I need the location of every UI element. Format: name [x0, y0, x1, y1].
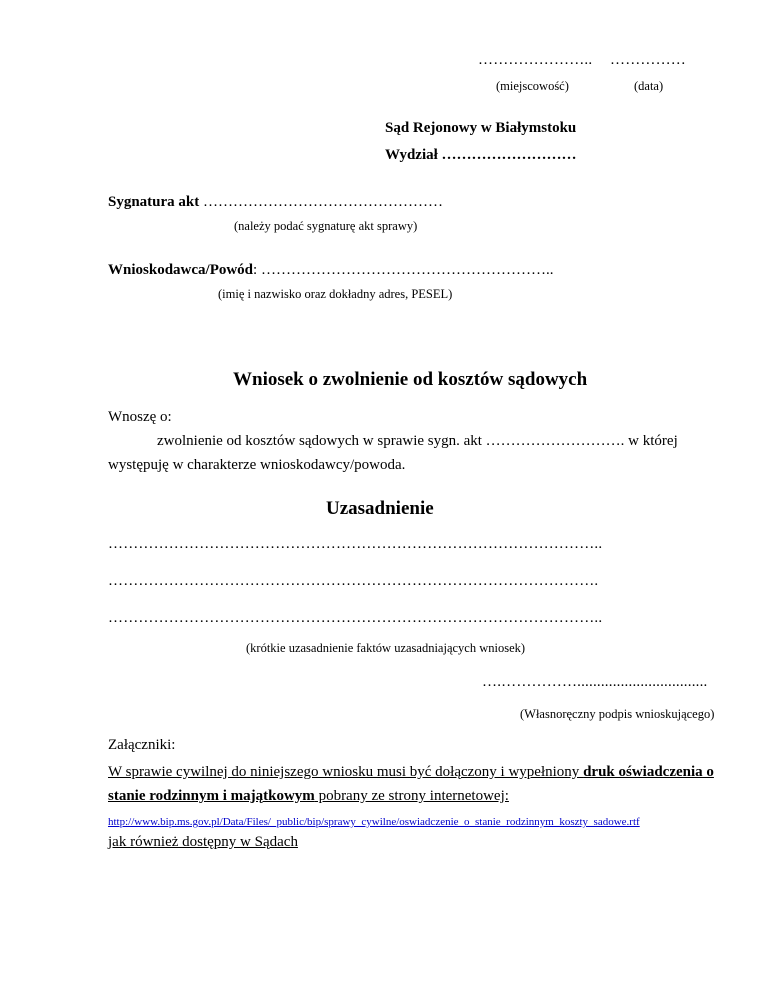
applicant-label: Wnioskodawca/Powód — [108, 262, 254, 278]
date-label: (data) — [634, 79, 664, 93]
justification-line-1: …………………………………………………………………………………….. — [108, 536, 603, 552]
document-title: Wniosek o zwolnienie od kosztów sądowych — [233, 369, 588, 390]
request-intro: Wnoszę o: — [108, 409, 172, 425]
applicant-dots: : ………………………………………………….. — [253, 262, 554, 278]
signature-label: Sygnatura akt — [108, 194, 200, 210]
court-name: Sąd Rejonowy w Białymstoku — [385, 120, 577, 136]
sign-dots: ….……………................................. — [482, 674, 708, 690]
date-dots: …………… — [610, 52, 686, 68]
signature-hint: (należy podać sygnaturę akt sprawy) — [234, 219, 418, 233]
attachments-text-a: W sprawie cywilnej do niniejszego wniosku musi być dołączony i wypełniony — [108, 764, 584, 780]
sign-label: (Własnoręczny podpis wnioskującego) — [520, 707, 715, 721]
attachments-link-line — [108, 812, 640, 830]
attachments-line-1 — [108, 764, 714, 781]
request-line-2: występuję w charakterze wnioskodawcy/powoda. — [108, 457, 406, 473]
attachments-text-b: pobrany ze strony internetowej: — [314, 788, 509, 804]
attachments-bold-b: stanie rodzinnym i majątkowym — [108, 788, 315, 804]
justification-hint: (krótkie uzasadnienie faktów uzasadniających wniosek) — [246, 641, 526, 655]
form-download-link[interactable]: http://www.bip.ms.gov.pl/Data/Files/_public/bip/sprawy_cywilne/oswiadczenie_o_stanie_rodzinnym_koszty_sadowe.rtf — [108, 816, 640, 828]
attachments-line-3: jak również dostępny w Sądach — [108, 834, 298, 850]
applicant-line — [108, 262, 553, 279]
signature-line — [108, 194, 443, 211]
court-division: Wydział ……………………… — [385, 147, 577, 163]
applicant-hint: (imię i nazwisko oraz dokładny adres, PESEL) — [218, 287, 453, 301]
justification-line-2: ……………………………………………………………………………………. — [108, 573, 599, 589]
place-dots: ………………….. — [478, 52, 593, 68]
justification-line-3: …………………………………………………………………………………….. — [108, 610, 603, 626]
attachments-bold-a: druk oświadczenia o — [583, 764, 714, 780]
attachments-heading: Załączniki: — [108, 737, 176, 753]
place-label: (miejscowość) — [496, 79, 569, 93]
request-line-1: zwolnienie od kosztów sądowych w sprawie sygn. akt ………………………. w której — [157, 433, 678, 449]
justification-heading: Uzasadnienie — [326, 498, 434, 519]
attachments-line-2 — [108, 788, 509, 805]
signature-dots: ………………………………………… — [199, 194, 444, 210]
